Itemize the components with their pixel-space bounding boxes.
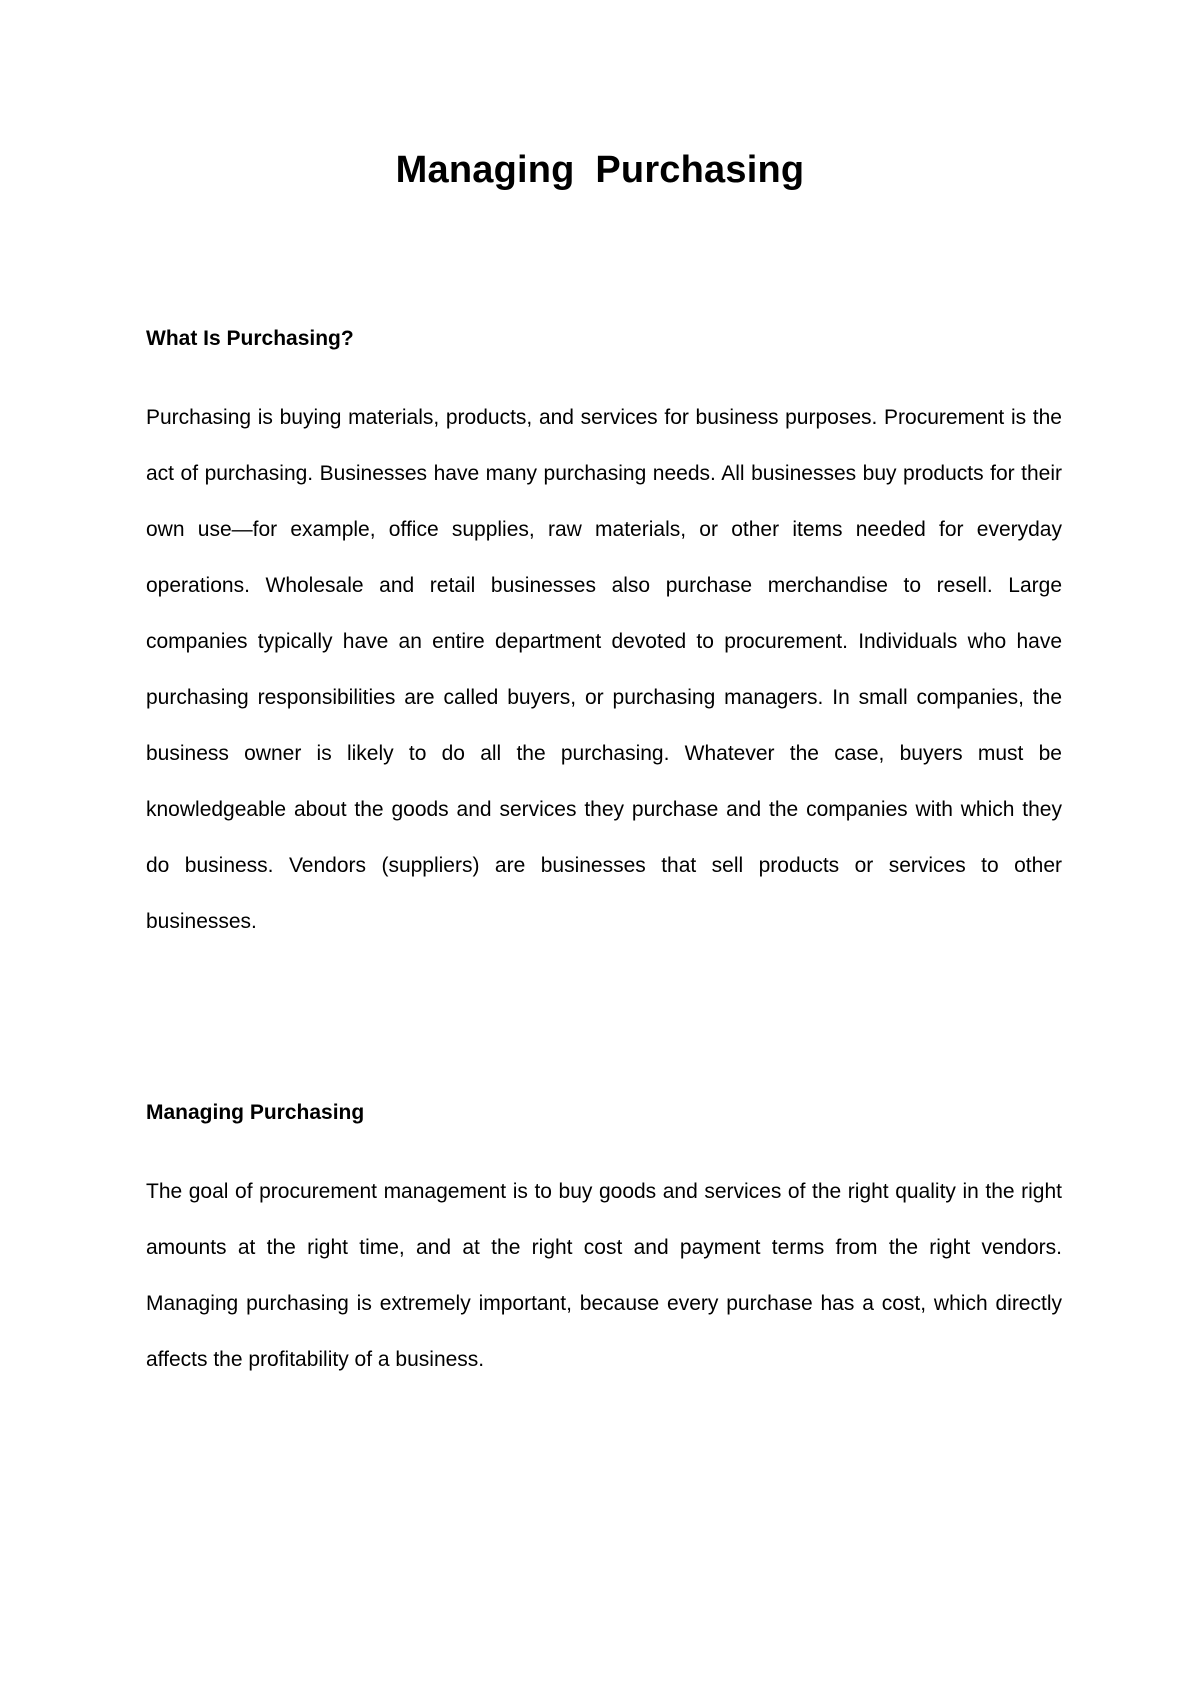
- section-paragraph: The goal of procurement management is to buy goods and services of the right quality in the right amounts at the right time, and at the right cost and payment terms from the right vendors. Managing purchasing is extremely important, because every purchase has a cost, which directly affects the profitability of a business.: [146, 1180, 1062, 1371]
- section-heading: Managing Purchasing: [146, 1101, 365, 1124]
- document-title: Managing Purchasing: [395, 149, 805, 191]
- section-paragraph: Purchasing is buying materials, products, and services for business purposes. Procurement is the act of purchasing. Businesses have many purchasing needs. All businesses buy products for their own use—for example, office supplies, raw materials, or other items needed for everyday operations. Wholesale and retail businesses also purchase merchandise to resell. Large companies typically have an entire department devoted to procurement. Individuals who have purchasing responsibilities are called buyers, or purchasing managers. In small companies, the business owner is likely to do all the purchasing. Whatever the case, buyers must be knowledgeable about the goods and services they purchase and the companies with which they do business. Vendors (suppliers) are businesses that sell products or services to other businesses.: [146, 406, 1062, 933]
- section-heading: What Is Purchasing?: [146, 327, 354, 350]
- section-managing-purchasing: [146, 1098, 1062, 1388]
- section-what-is-purchasing: [146, 324, 1062, 950]
